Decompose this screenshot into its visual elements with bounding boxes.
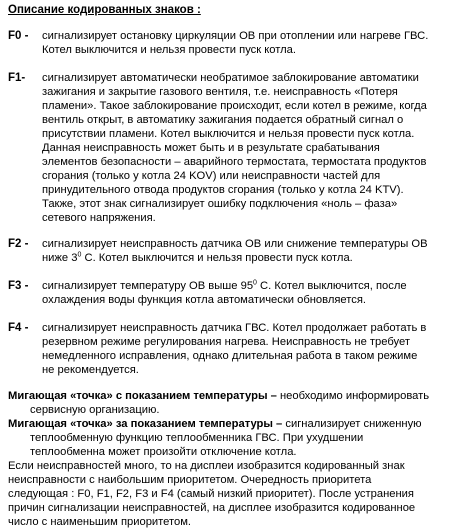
code-description	[42, 321, 468, 377]
paragraph-line: следующая : F0, F1, F2, F3 и F4 (самый низкий приоритет). После устранения	[8, 488, 414, 500]
code-label: F1-	[8, 72, 26, 84]
description-line: не рекомендуется.	[42, 364, 139, 376]
priority-paragraph	[8, 459, 464, 529]
note-bold: Мигающая «точка» с показанием температуры –	[8, 390, 277, 402]
description-line: сгорания (только у котла 24 KOV) или неисправности частей для	[42, 170, 381, 182]
code-label: F3 -	[8, 280, 29, 292]
code-description	[42, 29, 468, 57]
description-line: присутствии пламени. Котел выключится и нельзя провести пуск котла.	[42, 128, 415, 140]
description-line: пламени». Такое заблокирование происходит, если котел в режиме, когда	[42, 100, 427, 112]
description-line: резервном режиме регулирования нагрева. Неисправность не требует	[42, 336, 410, 348]
description-line: сетевого напряжения.	[42, 212, 156, 224]
paragraph-line: Если неисправностей много, то на дисплеи изобразится кодированный знак	[8, 460, 405, 472]
description-line: зажигания и закрытие газового вентиля, т.е. неисправность «Потеря	[42, 86, 398, 98]
description-line: сигнализирует остановку циркуляции ОВ при отоплении или нагреве ГВС.	[42, 30, 429, 42]
note-line: теплообменна может произойти отключение котла.	[30, 446, 297, 458]
degree-superscript: 0	[77, 251, 82, 259]
code-label: F0 -	[8, 30, 29, 42]
paragraph-line: неисправности с наибольшим приоритетом. Очередность приоритета	[8, 474, 372, 486]
paragraph-line: причин сигнализации неисправностей, на дисплее изобразится кодированное	[8, 502, 416, 514]
note-line: Мигающая «точка» с показанием температуры – необходимо информировать	[8, 390, 430, 402]
description-line: Также, этот знак сигнализирует ошибку подключения «ноль – фаза»	[42, 198, 398, 210]
description-line: Данная неисправность может быть и в результате срабатывания	[42, 142, 380, 154]
description-line: принудительного отвода продуктов сгорания (только у котла 24 KTV).	[42, 184, 404, 196]
note-line: теплообменную функцию теплообменника ГВС. При ухудшении	[30, 432, 364, 444]
description-line: охлаждения воды функция котла автоматически обновляется.	[42, 294, 367, 306]
degree-superscript: 0	[253, 279, 257, 287]
note-line: Мигающая «точка» за показанием температуры – сигнализирует сниженную	[8, 418, 422, 430]
blink-dot-before-note	[8, 389, 464, 417]
description-line: сигнализирует неисправность датчика ГВС. Котел продолжает работать в	[42, 322, 427, 334]
code-description	[42, 71, 468, 225]
description-line: сигнализирует температуру ОВ выше $95^0$ С. Котел выключится, после	[42, 279, 407, 292]
page-title: Описание кодированных знаков :	[8, 4, 201, 16]
code-description	[42, 237, 468, 265]
description-line: сигнализирует автоматически необратимое заблокирование автоматики	[42, 72, 419, 84]
description-line: сигнализирует неисправность датчика ОВ или снижение температуры ОВ	[42, 238, 428, 250]
description-line: вентиль открыт, в автоматику зажигания подается обратный сигнал о	[42, 114, 404, 126]
blink-dot-after-note	[8, 417, 464, 459]
note-bold: Мигающая «точка» за показанием температуры –	[8, 418, 283, 430]
description-line: Котел выключится и нельзя провести пуск котла.	[42, 44, 296, 56]
description-line: немедленного исправления, однако длительная работа в таком режиме	[42, 350, 418, 362]
note-line: сервисную организацию.	[30, 404, 160, 416]
code-label: F4 -	[8, 322, 29, 334]
description-line: элементов безопасности – аварийного термостата, термостата продуктов	[42, 156, 427, 168]
code-label: F2 -	[8, 238, 29, 250]
paragraph-line: число с наименьшим приоритетом.	[8, 516, 192, 528]
code-description	[42, 279, 468, 307]
description-line: ниже $3^0$ С. Котел выключится и нельзя провести пуск котла.	[42, 251, 353, 264]
